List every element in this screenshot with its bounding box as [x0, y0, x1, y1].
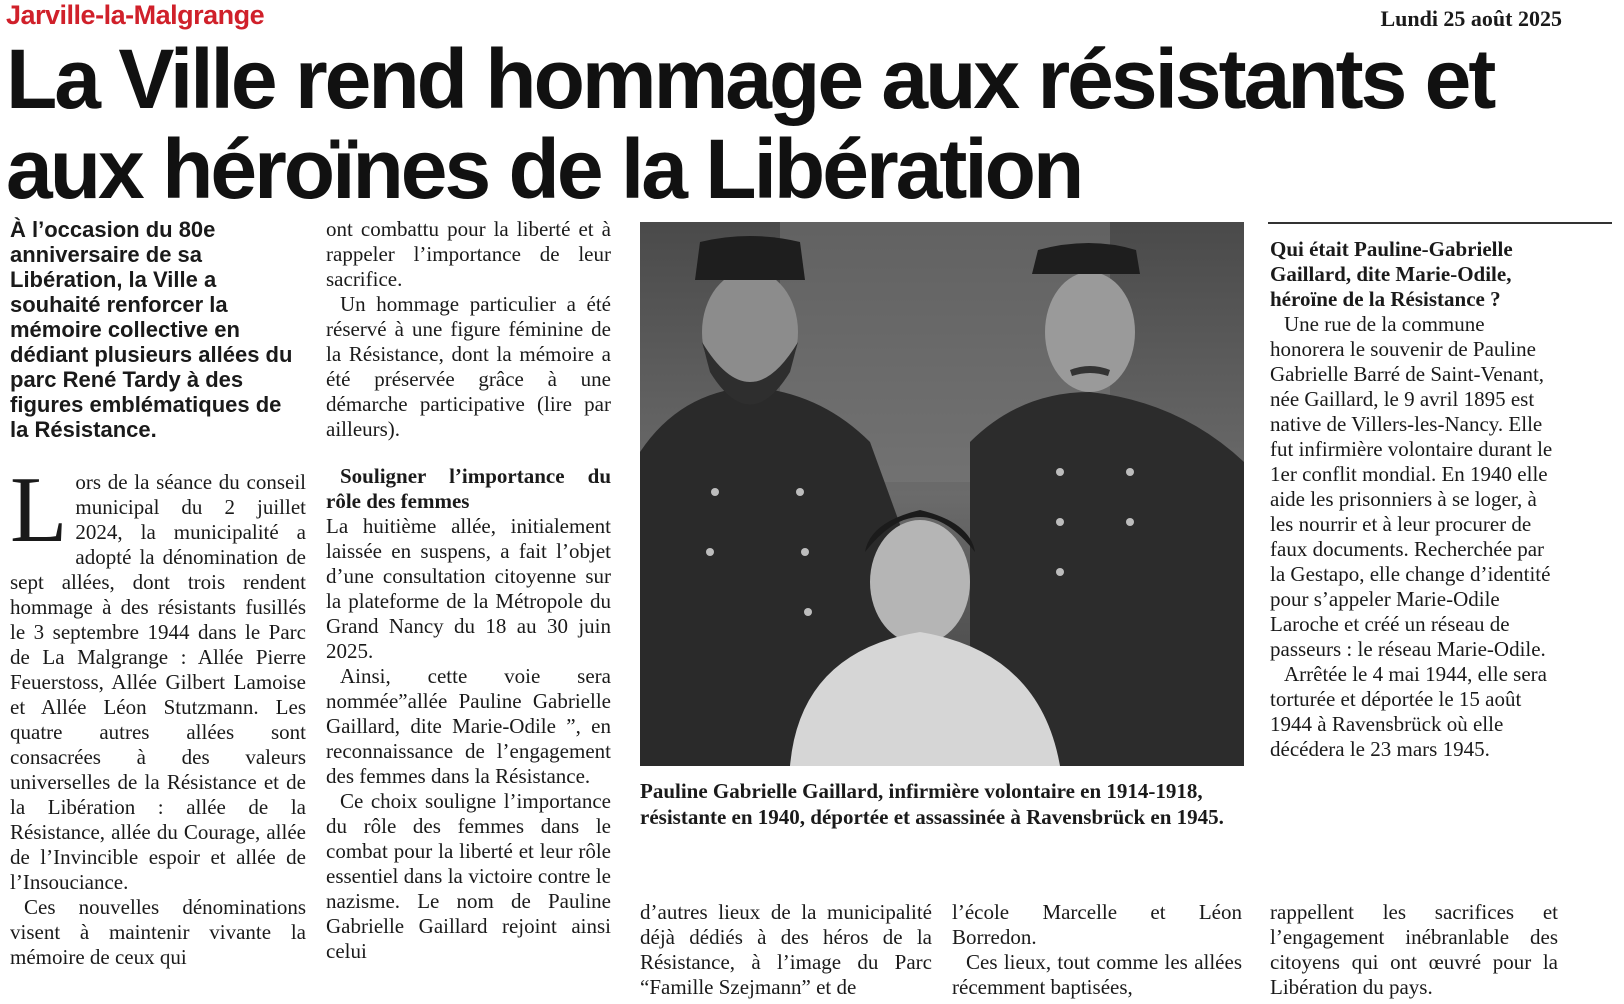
drop-cap: L	[10, 458, 68, 562]
sidebar-rule	[1268, 222, 1612, 224]
paragraph	[10, 458, 306, 895]
paragraph: Arrêtée le 4 mai 1944, elle sera torturée et déportée le 15 août 1944 à Ravensbrück où elle décédera le 23 mars 1945.	[1270, 662, 1547, 761]
photo-illustration	[640, 222, 1244, 766]
photo-caption: Pauline Gabrielle Gaillard, infirmière volontaire en 1914-1918, résistante en 1940, déportée et assassinée à Ravensbrück en 1945.	[640, 779, 1224, 829]
article-column-3b	[952, 900, 1242, 1000]
paragraph: Un hommage particulier a été réservé à une figure féminine de la Résistance, dont la mémoire a été préservée grâce à une démarche participative (lire par ailleurs).	[326, 292, 611, 441]
paragraph: l’école Marcelle et Léon Borredon.	[952, 900, 1242, 949]
subheading: Souligner l’importance du rôle des femmes	[326, 464, 611, 513]
publication-date: Lundi 25 août 2025	[1380, 6, 1562, 31]
paragraph: rappellent les sacrifices et l’engagement inébranlable des citoyens qui ont œuvré pour la Libération du pays.	[1270, 900, 1558, 999]
paragraph: Ce choix souligne l’importance du rôle des femmes dans le combat pour la liberté et leur rôle essentiel dans la victoire contre le nazisme. Le nom de Pauline Gabrielle Gaillard rejoint ainsi celui	[326, 789, 611, 963]
sidebar-title: Qui était Pauline-Gabrielle Gaillard, dite Marie-Odile, héroïne de la Résistance ?	[1270, 237, 1513, 311]
paragraph: La huitième allée, initialement laissée en suspens, a fait l’objet d’une consultation citoyenne sur la plateforme de la Métropole du Grand Nancy du 18 au 30 juin 2025.	[326, 514, 611, 663]
paragraph: Ainsi, cette voie sera nommée”allée Pauline Gabrielle Gaillard, dite Marie-Odile ”, en reconnaissance de l’engagement des femmes dans la Résistance.	[326, 664, 611, 788]
paragraph: ont combattu pour la liberté et à rappeler l’importance de leur sacrifice.	[326, 217, 611, 291]
archive-photo	[640, 222, 1244, 766]
paragraph: d’autres lieux de la municipalité déjà dédiés à des héros de la Résistance, à l’image du Parc “Famille Szejmann” et de	[640, 900, 932, 999]
paragraph: Une rue de la commune honorera le souvenir de Pauline Gabrielle Barré de Saint-Venant, née Gaillard, le 9 avril 1895 est native de Villers-les-Nancy. Elle fut infirmière volontaire durant le 1er conflit mondial. En 1940 elle aide les prisonniers à se loger, à les nourrir et à leur procurer de faux documents. Recherchée par la Gestapo, elle change d’identité pour s’appeler Marie-Odile Laroche et créé un réseau de passeurs : le réseau Marie-Odile.	[1270, 312, 1553, 661]
article-column-4	[1270, 900, 1558, 1000]
headline: La Ville rend hommage aux résistants et aux héroïnes de la Libération	[6, 32, 1494, 216]
article-column-2	[326, 217, 611, 964]
lead-paragraph: À l’occasion du 80e anniversaire de sa Libération, la Ville a souhaité renforcer la mémoire collective en dédiant plusieurs allées du parc René Tardy à des figures emblématiques de la Résistance.	[10, 217, 293, 442]
article-column-3a	[640, 900, 932, 1000]
sidebar-box	[1270, 237, 1558, 762]
paragraph: Ces nouvelles dénominations visent à maintenir vivante la mémoire de ceux qui	[10, 895, 306, 969]
paragraph-text: ors de la séance du conseil municipal du 2 juillet 2024, la municipalité a adopté la dénomination de sept allées, dont trois rendent hommage à des résistants fusillés le 3 septembre 1944 dans le Parc de La Malgrange : Allée Pierre Feuerstoss, Allée Gilbert Lamoise et Allée Léon Stutzmann. Les quatre autres allées sont consacrées à des valeurs universelles de la Résistance et de la Libération : allée de la Résistance, allée du Courage, allée de l’Invincible espoir et allée de l’Insouciance.	[10, 470, 306, 894]
section-kicker: Jarville-la-Malgrange	[6, 0, 265, 30]
paragraph: Ces lieux, tout comme les allées récemment baptisées,	[952, 950, 1242, 999]
article-column-1	[10, 458, 306, 970]
